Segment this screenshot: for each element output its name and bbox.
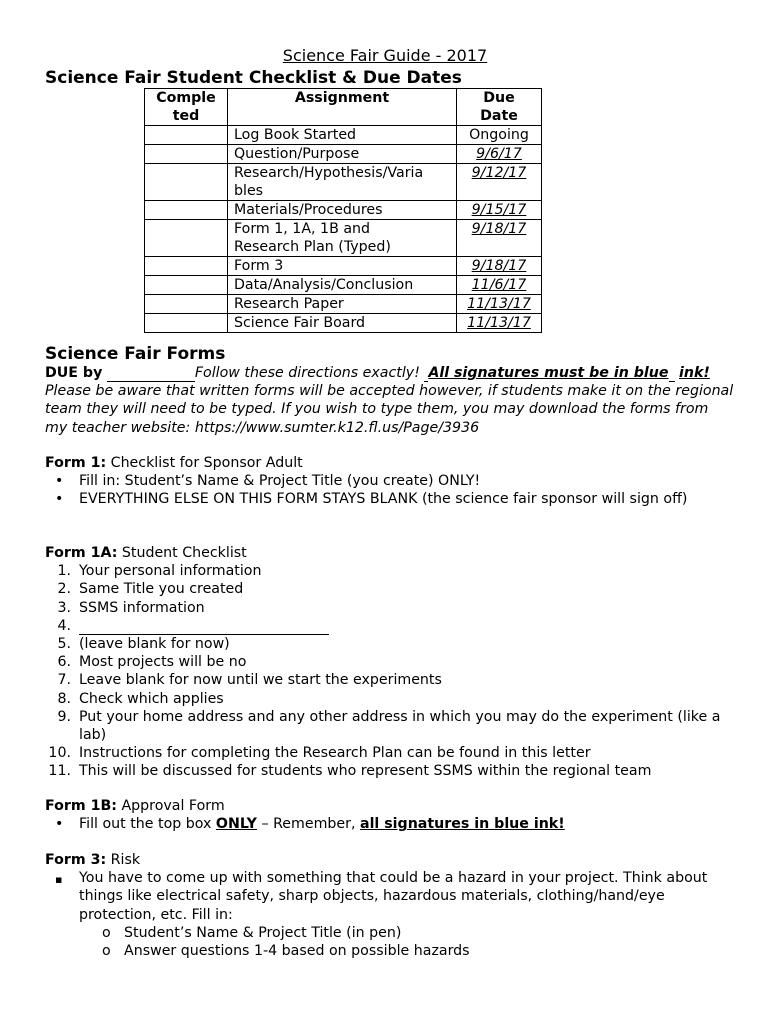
forms-instructions: DUE by Follow these directions exactly! All signatures must be in blue ink! Please be aware that written forms will be accepted however, if students make it on the regional team they will need to be typed. If you wish to type them, you may download the forms from my teacher website: https://www.sumter.k12.fl.us/Page/3936 (45, 365, 734, 436)
signatures-note: All signatures must be in blue (428, 365, 669, 381)
list-item: • Fill out the top box ONLY – Remember, all signatures in blue ink! (55, 816, 565, 833)
completed-cell[interactable] (145, 145, 228, 164)
form-1a-desc: Student Checklist (121, 545, 247, 561)
list-item: 9. Put your home address and any other address in which you may do the experiment (like a lab) (57, 708, 721, 744)
completed-cell[interactable] (145, 164, 228, 201)
list-item: • Fill in: Student’s Name & Project Title (you create) ONLY! (55, 473, 481, 490)
form-1-label: Form 1: (45, 455, 107, 471)
list-item: • EVERYTHING ELSE ON THIS FORM STAYS BLANK (the science fair sponsor will sign off) (55, 491, 688, 508)
fill-in-blank (79, 620, 329, 635)
completed-cell[interactable] (145, 295, 228, 314)
due-date-cell: 9/18/17 (457, 257, 542, 276)
completed-cell[interactable] (145, 201, 228, 220)
due-date-cell: Ongoing (457, 126, 542, 145)
table-row (145, 276, 542, 295)
form-3-desc: Risk (110, 852, 141, 868)
table-row (145, 126, 542, 145)
due-date-cell: 9/6/17 (457, 145, 542, 164)
form-1a-section (45, 544, 735, 781)
due-date-cell: 11/6/17 (457, 276, 542, 295)
assignment-cell: Form 3 (228, 257, 457, 276)
completed-cell[interactable] (145, 257, 228, 276)
table-row (145, 201, 542, 220)
table-row (145, 145, 542, 164)
assignment-cell: Research/Hypothesis/Varia bles (228, 164, 457, 201)
due-date-cell: 11/13/17 (457, 295, 542, 314)
assignment-cell: Research Paper (228, 295, 457, 314)
header-completed: Comple ted (145, 89, 228, 126)
table-row (145, 257, 542, 276)
due-date-cell: 9/18/17 (457, 220, 542, 257)
form-3-label: Form 3: (45, 852, 107, 868)
header-assignment: Assignment (228, 89, 457, 126)
form-1-desc: Checklist for Sponsor Adult (110, 455, 303, 471)
completed-cell[interactable] (145, 220, 228, 257)
table-row (145, 295, 542, 314)
list-item: 10. Instructions for completing the Research Plan can be found in this letter (48, 745, 591, 762)
page-title: Science Fair Guide - 2017 (282, 46, 488, 65)
header-due-date: Due Date (457, 89, 542, 126)
completed-cell[interactable] (145, 314, 228, 333)
list-item: 11. This will be discussed for students who represent SSMS within the regional team (48, 763, 652, 780)
assignment-cell: Question/Purpose (228, 145, 457, 164)
form-1b-label: Form 1B: (45, 798, 117, 814)
table-row (145, 220, 542, 257)
form-1b-desc: Approval Form (121, 798, 225, 814)
table-row (145, 164, 542, 201)
due-date-cell: 9/12/17 (457, 164, 542, 201)
due-date-cell: 11/13/17 (457, 314, 542, 333)
table-row (145, 314, 542, 333)
due-date-cell: 9/15/17 (457, 201, 542, 220)
list-item: 7. Leave blank for now until we start the experiments (57, 672, 442, 689)
checklist-table (144, 88, 542, 333)
form-1a-label: Form 1A: (45, 545, 118, 561)
assignment-cell: Log Book Started (228, 126, 457, 145)
forms-section (45, 344, 735, 437)
form-1b-section (45, 797, 735, 833)
form-3-section (45, 851, 735, 960)
sub-list-item: o Student’s Name & Project Title (in pen) (102, 924, 402, 941)
checklist-heading: Science Fair Student Checklist & Due Dates (45, 68, 462, 88)
form-1-section (45, 454, 735, 509)
form-1a-list (45, 562, 735, 780)
forms-body: Please be aware that written forms will be accepted however, if students make it on the regional team they will need to be typed. If you wish to type them, you may download the forms from my teacher website: https://www.sumter.k12.fl.us/Page/3936 (45, 383, 734, 436)
completed-cell[interactable] (145, 276, 228, 295)
list-item: 2. Same Title you created (57, 581, 244, 598)
list-item: 5. (leave blank for now) (57, 636, 230, 653)
list-item: 3. SSMS information (57, 599, 205, 616)
list-item: 6. Most projects will be no (57, 654, 247, 671)
assignment-cell: Science Fair Board (228, 314, 457, 333)
completed-cell[interactable] (145, 126, 228, 145)
list-item: 1. Your personal information (57, 563, 262, 580)
list-item: ▪ You have to come up with something that could be a hazard in your project. Think about things like electrical safety, sharp objects, hazardous materials, clothing/hand/eye protection, etc. Fill in: (55, 870, 708, 923)
table-header-row (145, 89, 542, 126)
form-1-list (45, 472, 735, 508)
list-item: 4. (45, 617, 735, 635)
assignment-cell: Materials/Procedures (228, 201, 457, 220)
checklist-rows (145, 126, 542, 333)
sub-list-item: o Answer questions 1-4 based on possible hazards (102, 943, 470, 960)
forms-heading: Science Fair Forms (45, 344, 226, 364)
assignment-cell: Form 1, 1A, 1B and Research Plan (Typed) (228, 220, 457, 257)
blue-ink-note: all signatures in blue ink! (360, 816, 565, 833)
assignment-cell: Data/Analysis/Conclusion (228, 276, 457, 295)
list-item: 8. Check which applies (57, 690, 224, 707)
